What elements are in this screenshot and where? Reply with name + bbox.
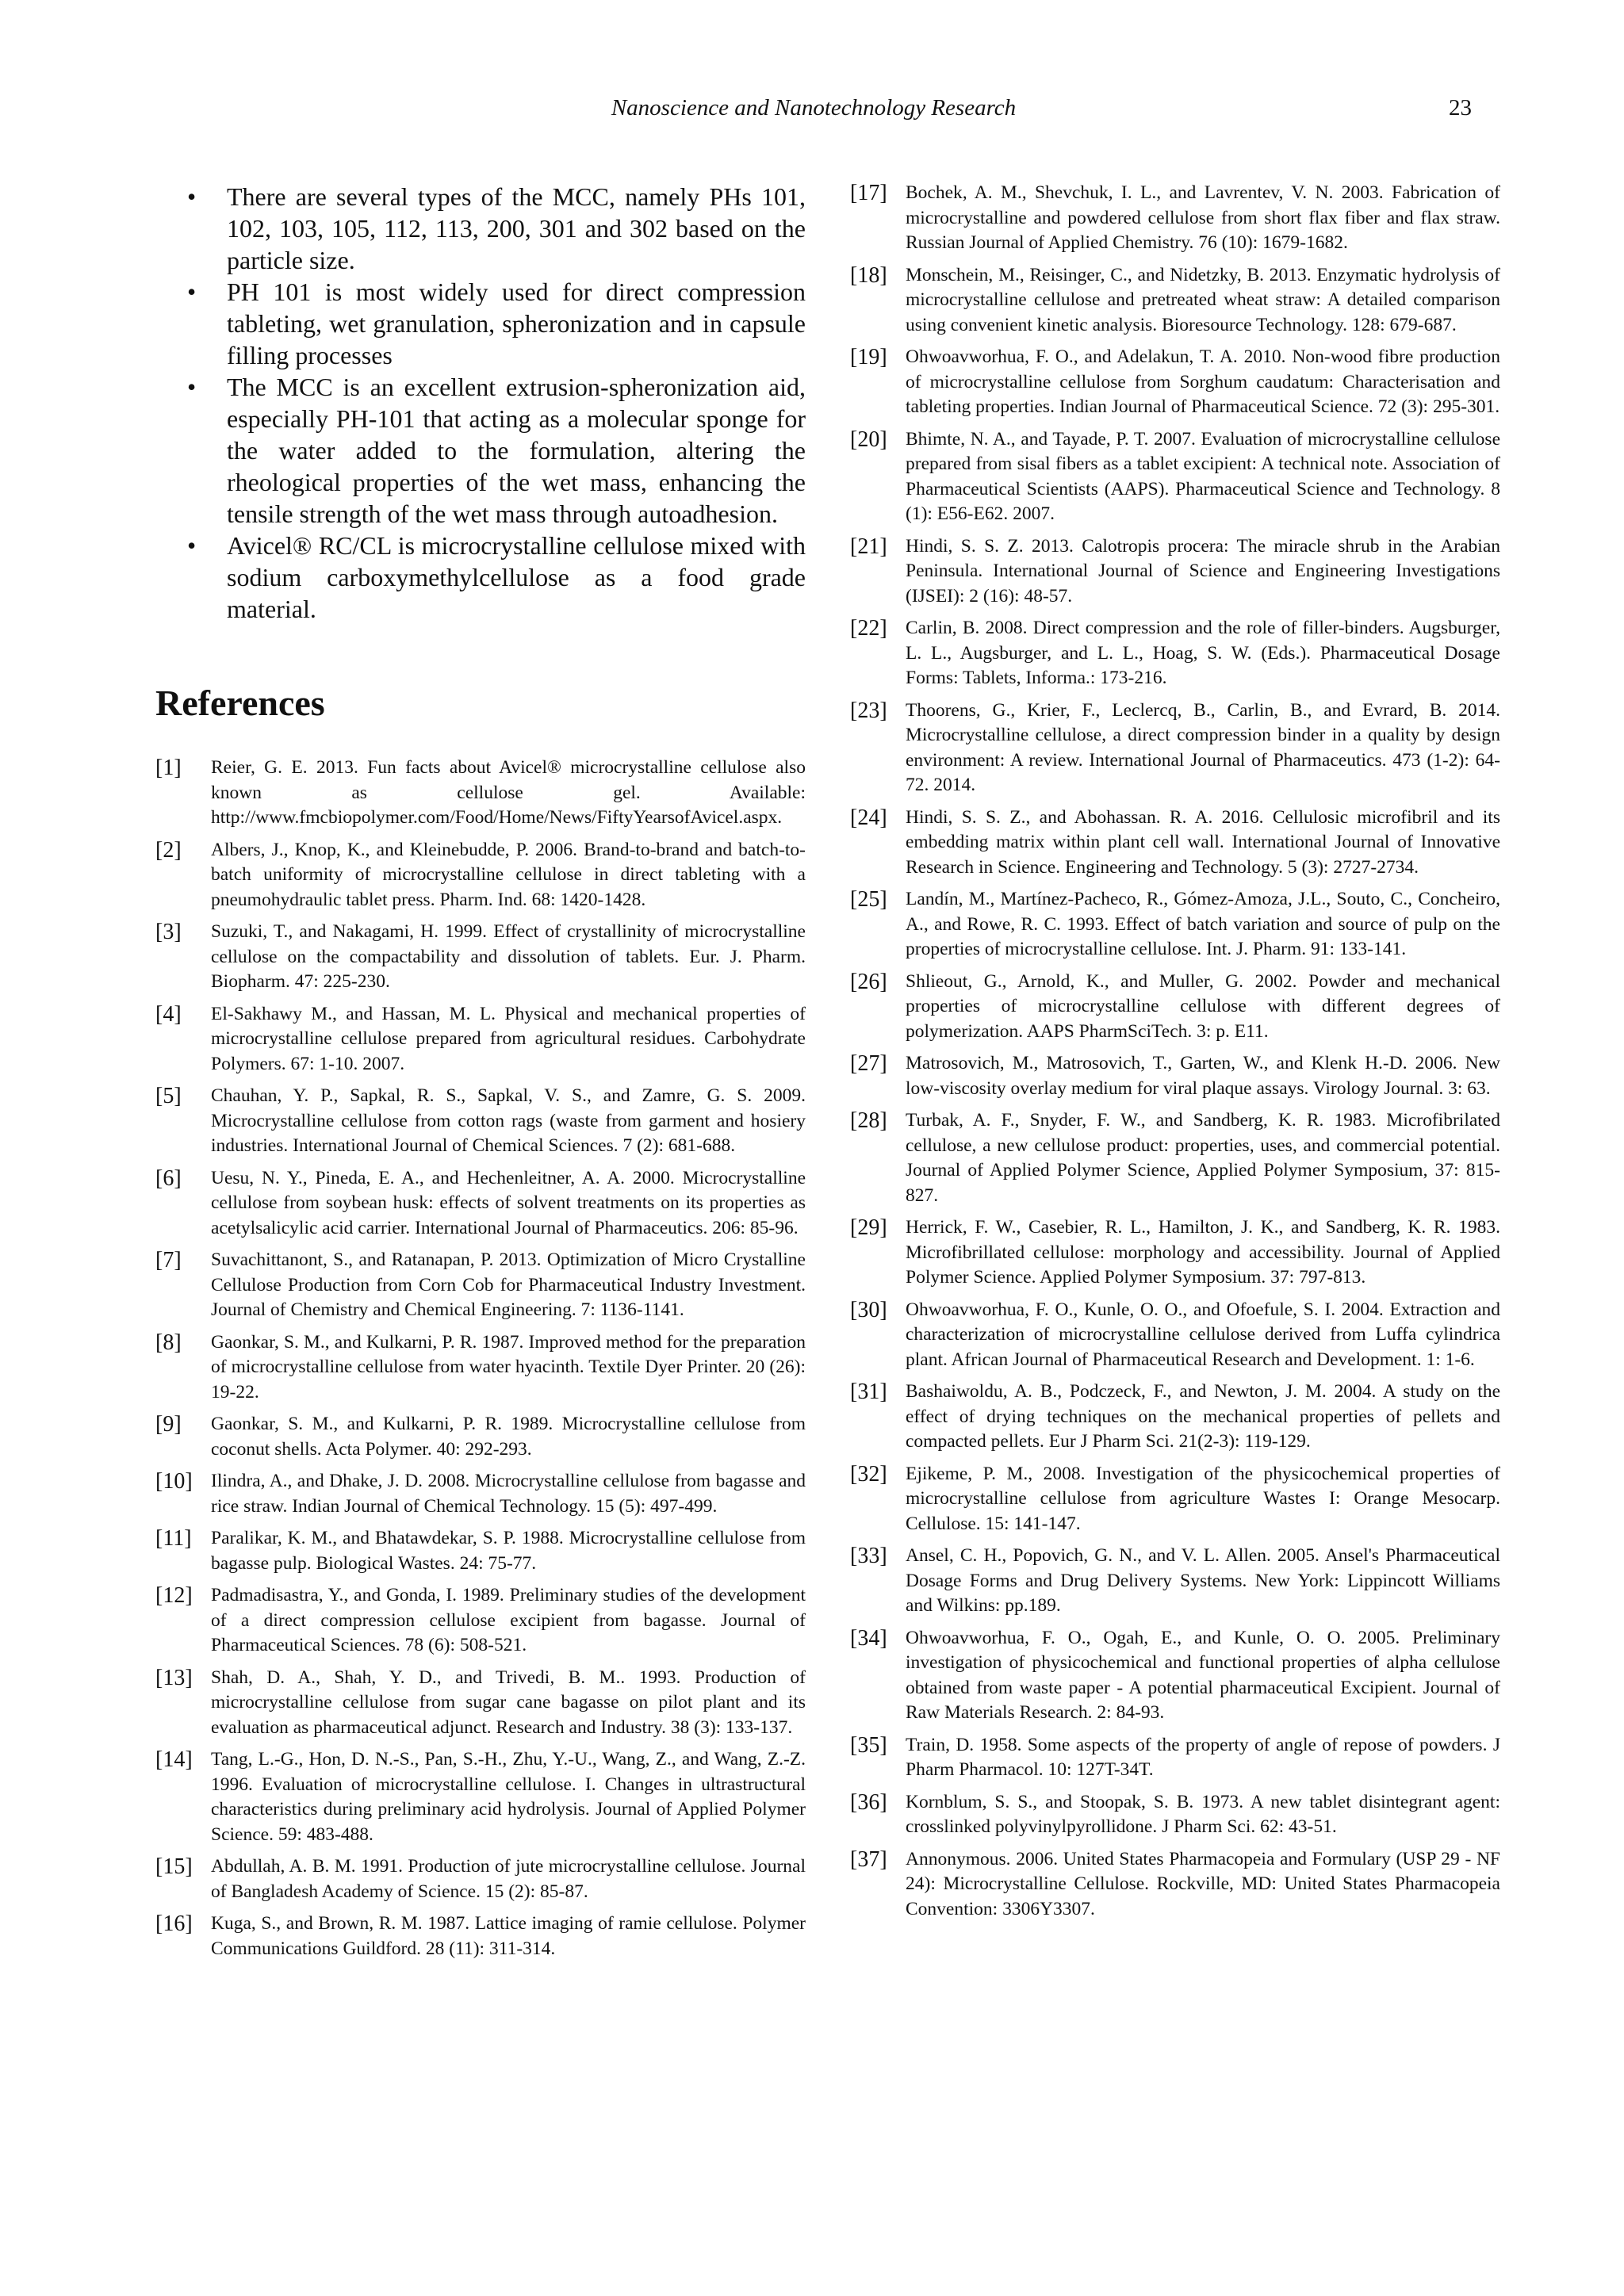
bullet-text: There are several types of the MCC, namely PHs 101, 102, 103, 105, 112, 113, 200, 301 and 302 based on the particle size. bbox=[227, 182, 806, 274]
reference-number: [13] bbox=[155, 1665, 193, 1690]
reference-text: Chauhan, Y. P., Sapkal, R. S., Sapkal, V. S., and Zamre, G. S. 2009. Microcrystalline cellulose from cotton rags (waste from garment and hosiery industries. International Journal of Chemical Sciences. 7 (2): 681-688. bbox=[211, 1085, 806, 1156]
reference-number: [20] bbox=[850, 427, 887, 452]
reference-item bbox=[850, 263, 1500, 339]
reference-number: [7] bbox=[155, 1248, 182, 1272]
reference-text: Ansel, C. H., Popovich, G. N., and V. L. Allen. 2005. Ansel's Pharmaceutical Dosage Forms and Drug Delivery Systems. New York: Lippincott Williams and Wilkins: pp.189. bbox=[906, 1545, 1500, 1616]
reference-text: Suzuki, T., and Nakagami, H. 1999. Effect of crystallinity of microcrystalline cellulose on the compactability and dissolution of tablets. Eur. J. Pharm. Biopharm. 47: 225-230. bbox=[211, 921, 806, 992]
reference-number: [36] bbox=[850, 1789, 887, 1815]
reference-number: [5] bbox=[155, 1084, 182, 1108]
reference-item bbox=[155, 920, 806, 995]
reference-text: Kuga, S., and Brown, R. M. 1987. Lattice imaging of ramie cellulose. Polymer Communications Guildford. 28 (11): 311-314. bbox=[211, 1913, 806, 1959]
reference-item bbox=[850, 1215, 1500, 1291]
reference-item bbox=[850, 534, 1500, 610]
reference-item bbox=[850, 616, 1500, 691]
reference-number: [12] bbox=[155, 1583, 193, 1608]
reference-text: Ilindra, A., and Dhake, J. D. 2008. Microcrystalline cellulose from bagasse and rice straw. Indian Journal of Chemical Technology. 15 (5): 497-499. bbox=[211, 1471, 806, 1517]
reference-number: [28] bbox=[850, 1108, 887, 1133]
reference-text: Bashaiwoldu, A. B., Podczeck, F., and Newton, J. M. 2004. A study on the effect of drying techniques on the mechanical properties of pellets and compacted pellets. Eur J Pharm Sci. 21(2-3): 119-129. bbox=[906, 1381, 1500, 1452]
reference-text: Gaonkar, S. M., and Kulkarni, P. R. 1989. Microcrystalline cellulose from coconut shells. Acta Polymer. 40: 292-293. bbox=[211, 1414, 806, 1460]
reference-text: Paralikar, K. M., and Bhatawdekar, S. P. 1988. Microcrystalline cellulose from bagasse pulp. Biological Wastes. 24: 75-77. bbox=[211, 1528, 806, 1574]
reference-number: [37] bbox=[850, 1846, 887, 1872]
reference-text: Thoorens, G., Krier, F., Leclercq, B., Carlin, B., and Evrard, B. 2014. Microcrystalline cellulose, a direct compression binder in a quality by design environment: A review. International Journal of Pharmaceutics. 473 (1-2): 64-72. 2014. bbox=[906, 699, 1500, 795]
reference-text: Ejikeme, P. M., 2008. Investigation of the physicochemical properties of microcrystalline cellulose from agriculture Wastes I: Orange Mesocarp. Cellulose. 15: 141-147. bbox=[906, 1463, 1500, 1534]
references-list-left bbox=[155, 756, 806, 1961]
bullet-list bbox=[155, 181, 806, 625]
bullet-icon: • bbox=[187, 373, 197, 401]
reference-number: [26] bbox=[850, 969, 887, 994]
bullet-item bbox=[155, 371, 806, 530]
reference-item bbox=[850, 970, 1500, 1045]
reference-text: Matrosovich, M., Matrosovich, T., Garten, W., and Klenk H.-D. 2006. New low-viscosity overlay medium for viral plaque assays. Virology Journal. 3: 63. bbox=[906, 1053, 1500, 1099]
page-number: 23 bbox=[1449, 95, 1472, 121]
reference-item bbox=[155, 1666, 806, 1741]
reference-item bbox=[850, 1733, 1500, 1783]
reference-item bbox=[850, 806, 1500, 881]
reference-item bbox=[155, 1166, 806, 1242]
reference-item bbox=[850, 345, 1500, 420]
reference-number: [32] bbox=[850, 1461, 887, 1487]
left-column bbox=[155, 181, 806, 1969]
reference-item bbox=[850, 1462, 1500, 1537]
reference-text: Ohwoavworhua, F. O., Kunle, O. O., and Ofoefule, S. I. 2004. Extraction and characterization of microcrystalline cellulose derived from Luffa cylindrica plant. African Journal of Pharmaceutical Research and Development. 1: 1-6. bbox=[906, 1299, 1500, 1370]
bullet-text: The MCC is an excellent extrusion-spheronization aid, especially PH-101 that acting as a molecular sponge for the water added to the formulation, altering the rheological properties of the wet mass, enhancing the tensile strength of the wet mass through autoadhesion. bbox=[227, 373, 806, 528]
bullet-item bbox=[155, 181, 806, 276]
reference-text: Landín, M., Martínez-Pacheco, R., Gómez-Amoza, J.L., Souto, C., Concheiro, A., and Rowe, R. C. 1993. Effect of batch variation and source of pulp on the properties of microcrystalline cellulose. Int. J. Pharm. 91: 133-141. bbox=[906, 889, 1500, 959]
reference-text: Ohwoavworhua, F. O., and Adelakun, T. A. 2010. Non-wood fibre production of microcrystalline cellulose from Sorghum caudatum: Characterisation and tableting properties. Indian Journal of Pharmaceutical Science. 72 (3): 295-301. bbox=[906, 346, 1500, 417]
reference-text: El-Sakhawy M., and Hassan, M. L. Physical and mechanical properties of microcrystalline cellulose prepared from agricultural residues. Carbohydrate Polymers. 67: 1-10. 2007. bbox=[211, 1003, 806, 1074]
bullet-item bbox=[155, 276, 806, 371]
reference-number: [23] bbox=[850, 698, 887, 723]
reference-number: [27] bbox=[850, 1051, 887, 1076]
reference-item bbox=[155, 1412, 806, 1462]
reference-item bbox=[155, 1248, 806, 1323]
reference-item bbox=[155, 1747, 806, 1847]
reference-number: [22] bbox=[850, 616, 887, 641]
reference-item bbox=[155, 1854, 806, 1904]
reference-number: [19] bbox=[850, 345, 887, 369]
reference-text: Albers, J., Knop, K., and Kleinebudde, P. 2006. Brand-to-brand and batch-to-batch uniformity of microcrystalline cellulose in direct tableting with a pneumohydraulic tablet press. Pharm. Ind. 68: 1420-1428. bbox=[211, 839, 806, 910]
reference-item bbox=[850, 1544, 1500, 1619]
reference-text: Kornblum, S. S., and Stoopak, S. B. 1973. A new tablet disintegrant agent: crosslinked polyvinylpyrollidone. J Pharm Sci. 62: 43-51. bbox=[906, 1791, 1500, 1837]
reference-item bbox=[850, 1108, 1500, 1208]
reference-number: [16] bbox=[155, 1911, 193, 1936]
reference-item bbox=[155, 1330, 806, 1406]
bullet-text: PH 101 is most widely used for direct compression tableting, wet granulation, spheronization and in capsule filling processes bbox=[227, 277, 806, 369]
reference-item bbox=[155, 1084, 806, 1159]
reference-number: [18] bbox=[850, 262, 887, 288]
reference-number: [25] bbox=[850, 887, 887, 912]
reference-text: Herrick, F. W., Casebier, R. L., Hamilton, J. K., and Sandberg, K. R. 1983. Microfibrillated cellulose: morphology and accessibility. Journal of Applied Polymer Science. Applied Polymer Symposium. 37: 797-813. bbox=[906, 1217, 1500, 1288]
reference-item bbox=[850, 1051, 1500, 1101]
bullet-item bbox=[155, 530, 806, 625]
reference-text: Reier, G. E. 2013. Fun facts about Avicel® microcrystalline cellulose also known as cellulose gel. Available: http://www.fmcbiopolymer.com/Food/Home/News/FiftyYearsofAvicel.aspx. bbox=[211, 757, 806, 828]
reference-number: [31] bbox=[850, 1380, 887, 1404]
reference-text: Gaonkar, S. M., and Kulkarni, P. R. 1987. Improved method for the preparation of microcrystalline cellulose from water hyacinth. Textile Dyer Printer. 20 (26): 19-22. bbox=[211, 1331, 806, 1402]
reference-text: Hindi, S. S. Z. 2013. Calotropis procera: The miracle shrub in the Arabian Peninsula. International Journal of Science and Engineering Investigations (IJSEI): 2 (16): 48-57. bbox=[906, 535, 1500, 607]
reference-number: [6] bbox=[155, 1165, 182, 1191]
reference-text: Hindi, S. S. Z., and Abohassan. R. A. 2016. Cellulosic microfibril and its embedding matrix within plant cell wall. International Journal of Innovative Research in Science. Engineering and Technology. 5 (3): 2727-2734. bbox=[906, 806, 1500, 878]
reference-text: Bochek, A. M., Shevchuk, I. L., and Lavrentev, V. N. 2003. Fabrication of microcrystalline and powdered cellulose from short flax fiber and flax straw. Russian Journal of Applied Chemistry. 76 (10): 1679-1682. bbox=[906, 182, 1500, 253]
reference-number: [24] bbox=[850, 805, 887, 830]
reference-number: [17] bbox=[850, 181, 887, 205]
reference-number: [34] bbox=[850, 1625, 887, 1651]
reference-text: Annonymous. 2006. United States Pharmacopeia and Formulary (USP 29 - NF 24): Microcrystalline Cellulose. Rockville, MD: United States Pharmacopeia Convention: 3306Y3307. bbox=[906, 1848, 1500, 1919]
bullet-icon: • bbox=[187, 531, 197, 560]
reference-text: Shlieout, G., Arnold, K., and Muller, G. 2002. Powder and mechanical properties of microcrystalline cellulose with different degrees of polymerization. AAPS PharmSciTech. 3: p. E11. bbox=[906, 970, 1500, 1042]
reference-text: Suvachittanont, S., and Ratanapan, P. 2013. Optimization of Micro Crystalline Cellulose Production from Corn Cob for Pharmaceutical Industry Investment. Journal of Chemistry and Chemical Engineering. 7: 1136-1141. bbox=[211, 1249, 806, 1320]
reference-item bbox=[850, 1298, 1500, 1373]
reference-number: [2] bbox=[155, 837, 182, 863]
reference-number: [30] bbox=[850, 1297, 887, 1322]
reference-text: Turbak, A. F., Snyder, F. W., and Sandberg, K. R. 1983. Microfibrilated cellulose, a new cellulose product: properties, uses, and commercial potential. Journal of Applied Polymer Science, Applied Polymer Symposium, 37: 815-827. bbox=[906, 1110, 1500, 1206]
reference-item bbox=[850, 1847, 1500, 1923]
reference-item bbox=[850, 1626, 1500, 1726]
reference-number: [11] bbox=[155, 1526, 192, 1551]
reference-item bbox=[850, 698, 1500, 798]
right-column bbox=[850, 181, 1500, 1929]
reference-item bbox=[850, 1790, 1500, 1840]
reference-text: Train, D. 1958. Some aspects of the property of angle of repose of powders. J Pharm Pharmacol. 10: 127T-34T. bbox=[906, 1734, 1500, 1780]
reference-text: Ohwoavworhua, F. O., Ogah, E., and Kunle, O. O. 2005. Preliminary investigation of physicochemical and functional properties of alpha cellulose obtained from waste paper - A potential pharmaceutical Excipient. Journal of Raw Materials Research. 2: 84-93. bbox=[906, 1627, 1500, 1723]
reference-number: [35] bbox=[850, 1732, 887, 1758]
reference-text: Tang, L.-G., Hon, D. N.-S., Pan, S.-H., Zhu, Y.-U., Wang, Z., and Wang, Z.-Z. 1996. Evaluation of microcrystalline cellulose. I. Changes in ultrastructural characteristics during preliminary acid hydrolysis. Journal of Applied Polymer Science. 59: 483-488. bbox=[211, 1749, 806, 1845]
reference-item bbox=[155, 1911, 806, 1961]
reference-text: Abdullah, A. B. M. 1991. Production of jute microcrystalline cellulose. Journal of Bangladesh Academy of Science. 15 (2): 85-87. bbox=[211, 1856, 806, 1902]
reference-item bbox=[850, 887, 1500, 962]
reference-number: [9] bbox=[155, 1412, 182, 1437]
reference-number: [1] bbox=[155, 756, 182, 780]
reference-item bbox=[155, 1526, 806, 1576]
reference-number: [4] bbox=[155, 1001, 182, 1027]
bullet-text: Avicel® RC/CL is microcrystalline cellulose mixed with sodium carboxymethylcellulose as a food grade material. bbox=[227, 531, 806, 623]
page-header bbox=[155, 95, 1472, 127]
reference-text: Monschein, M., Reisinger, C., and Nidetzky, B. 2013. Enzymatic hydrolysis of microcrystalline cellulose and pretreated wheat straw: A detailed comparison using convenient kinetic analysis. Bioresource Technology. 128: 679-687. bbox=[906, 264, 1500, 335]
reference-number: [14] bbox=[155, 1747, 193, 1772]
reference-number: [29] bbox=[850, 1215, 887, 1240]
reference-item bbox=[850, 1380, 1500, 1455]
bullet-icon: • bbox=[187, 277, 197, 306]
reference-item bbox=[155, 838, 806, 913]
reference-text: Uesu, N. Y., Pineda, E. A., and Hechenleitner, A. A. 2000. Microcrystalline cellulose from soybean husk: effects of solvent treatments on its properties as acetylsalicylic acid carrier. International Journal of Pharmaceutics. 206: 85-96. bbox=[211, 1167, 806, 1238]
reference-number: [3] bbox=[155, 920, 182, 944]
reference-item bbox=[155, 756, 806, 831]
references-list-right bbox=[850, 181, 1500, 1922]
reference-number: [33] bbox=[850, 1544, 887, 1568]
reference-item bbox=[155, 1583, 806, 1659]
reference-text: Bhimte, N. A., and Tayade, P. T. 2007. Evaluation of microcrystalline cellulose prepared from sisal fibers as a tablet excipient: A technical note. Association of Pharmaceutical Scientists (AAPS). Pharmaceutical Science and Technology. 8 (1): E56-E62. 2007. bbox=[906, 428, 1500, 524]
reference-number: [21] bbox=[850, 534, 887, 559]
reference-item bbox=[155, 1469, 806, 1519]
reference-item bbox=[155, 1002, 806, 1077]
references-heading: References bbox=[155, 683, 325, 723]
reference-number: [8] bbox=[155, 1330, 182, 1355]
reference-text: Shah, D. A., Shah, Y. D., and Trivedi, B. M.. 1993. Production of microcrystalline cellulose from sugar cane bagasse on pilot plant and its evaluation as pharmaceutical adjunct. Research and Industry. 38 (3): 133-137. bbox=[211, 1667, 806, 1738]
reference-text: Carlin, B. 2008. Direct compression and the role of filler-binders. Augsburger, L. L., Augsburger, and L. L., Hoag, S. W. (Eds.). Pharmaceutical Dosage Forms: Tablets, Informa.: 173-216. bbox=[906, 618, 1500, 688]
reference-number: [15] bbox=[155, 1854, 193, 1879]
reference-text: Padmadisastra, Y., and Gonda, I. 1989. Preliminary studies of the development of a direct compression cellulose excipient from bagasse. Journal of Pharmaceutical Sciences. 78 (6): 508-521. bbox=[211, 1585, 806, 1655]
reference-number: [10] bbox=[155, 1469, 193, 1494]
bullet-icon: • bbox=[187, 182, 197, 211]
reference-item bbox=[850, 427, 1500, 527]
reference-item bbox=[850, 181, 1500, 256]
journal-title: Nanoscience and Nanotechnology Research bbox=[611, 95, 1017, 121]
